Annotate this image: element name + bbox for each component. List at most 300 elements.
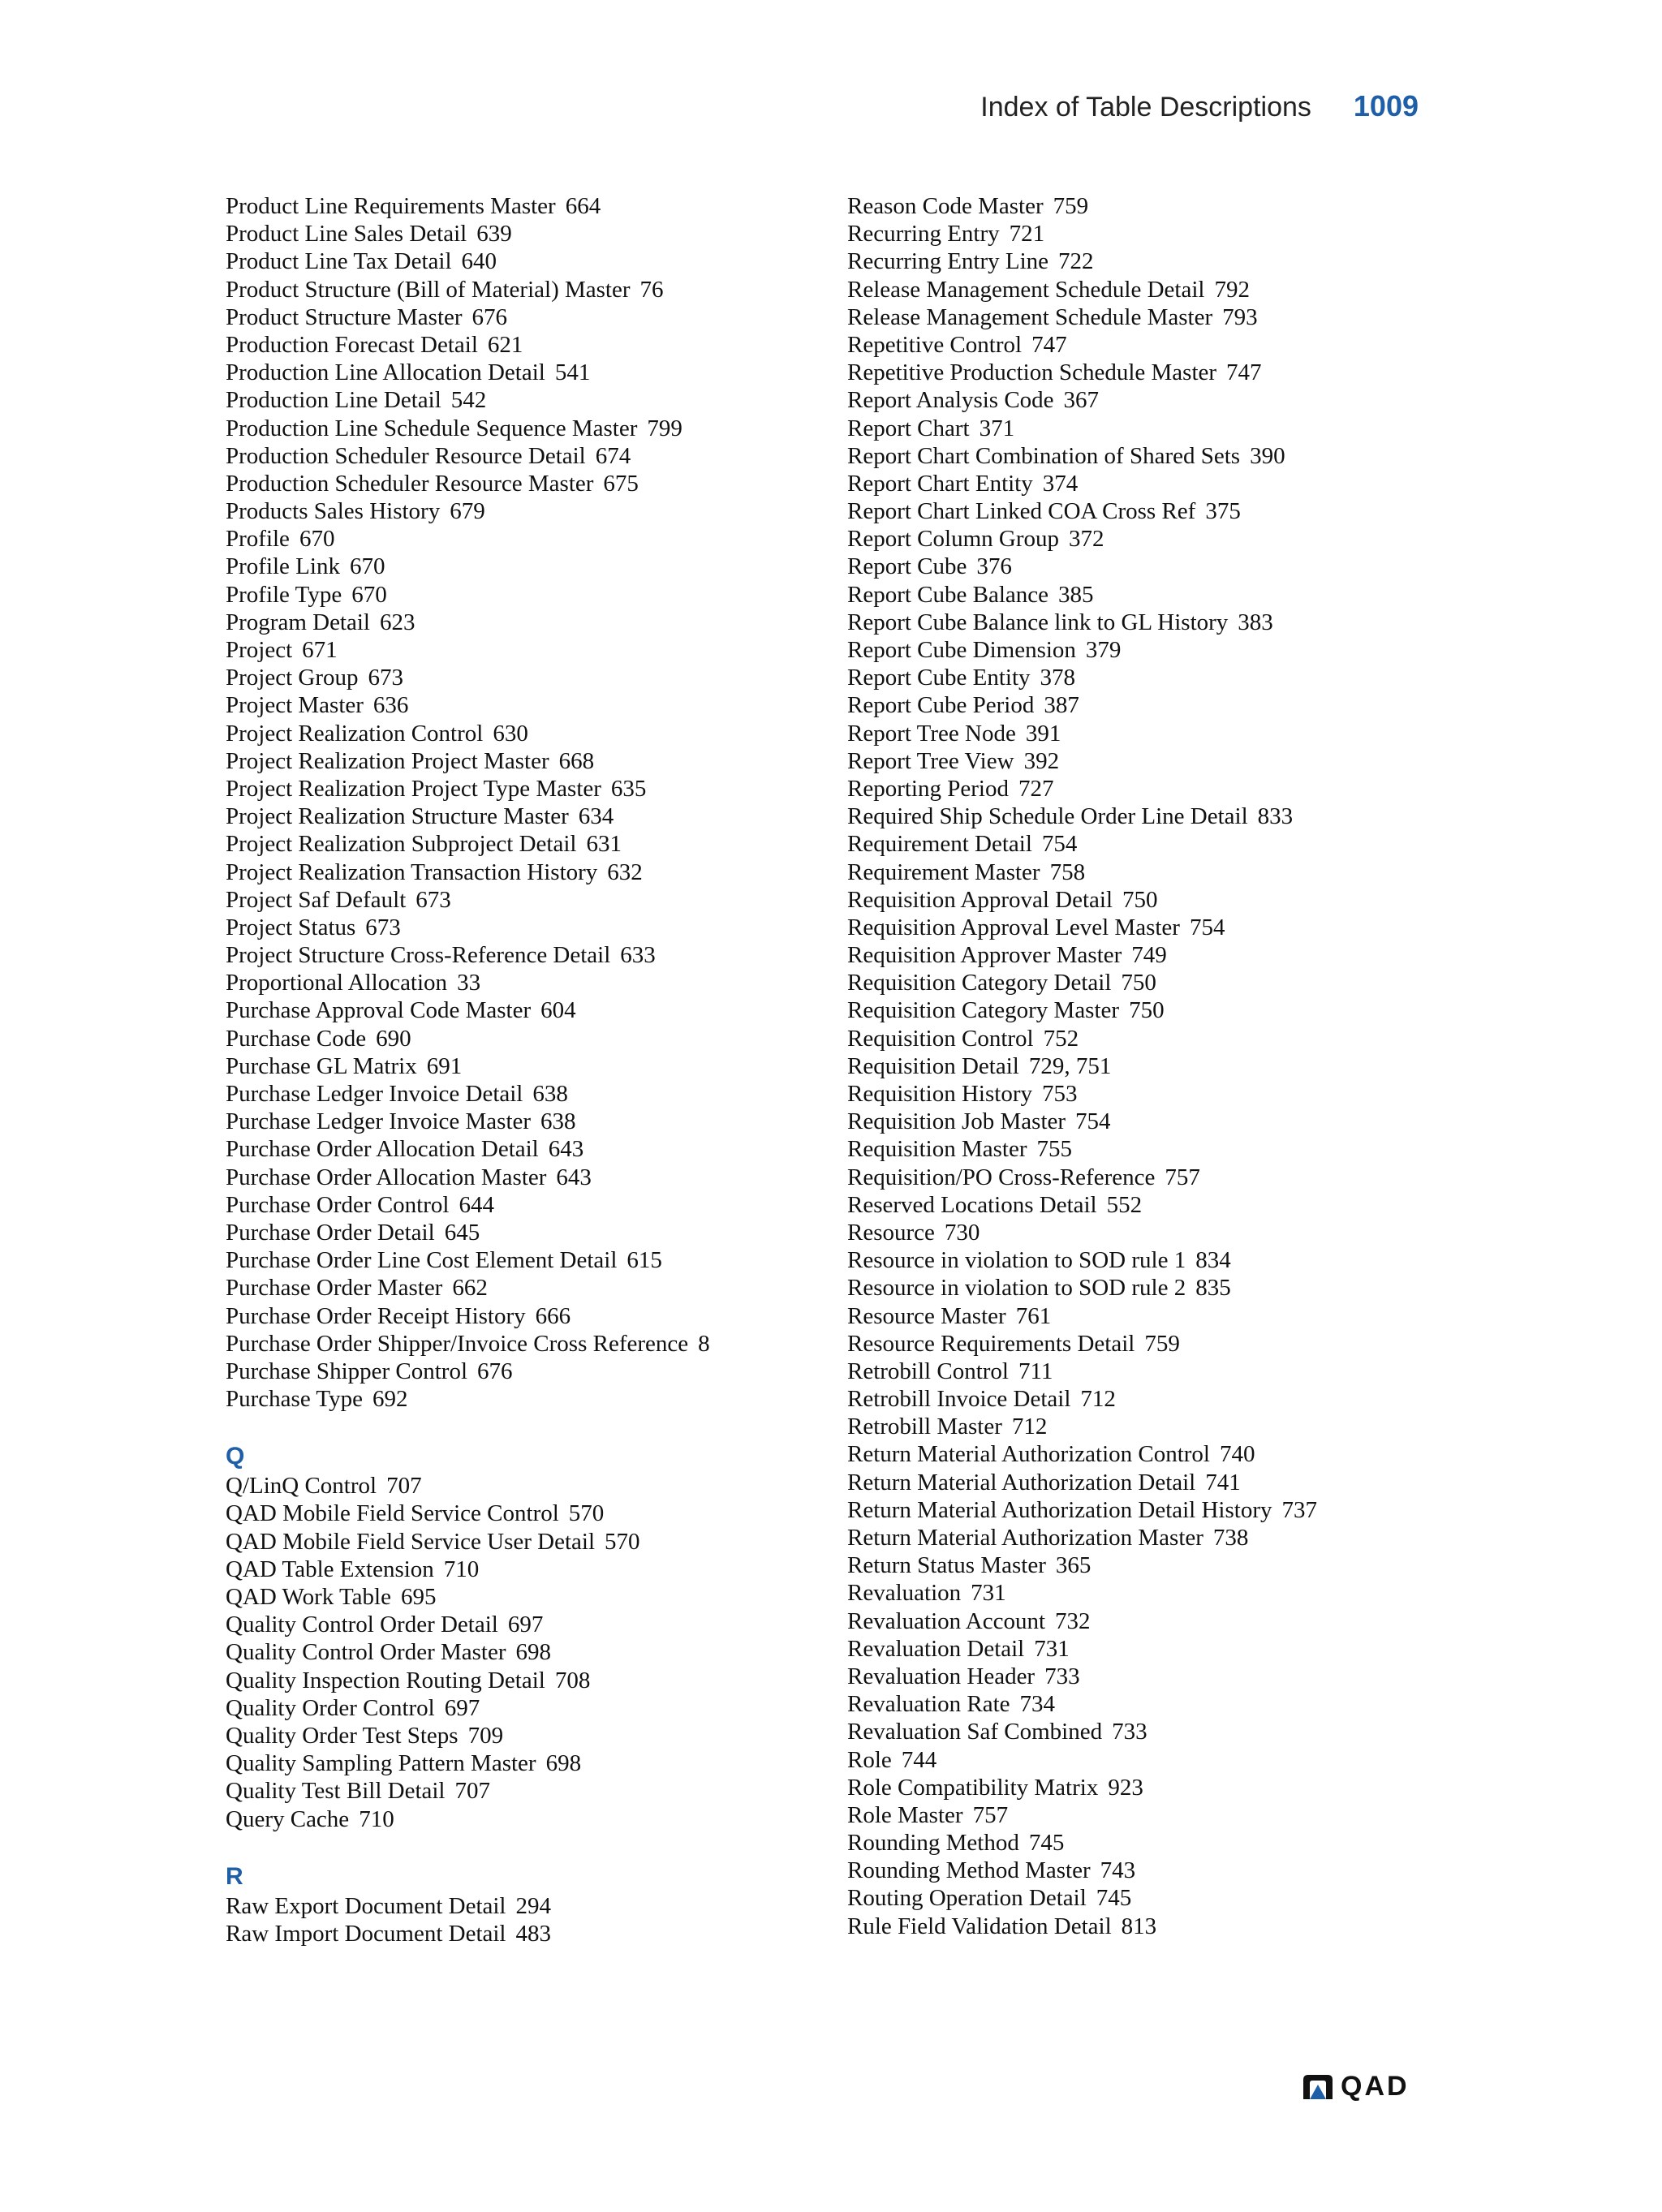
index-entry (847, 830, 1432, 858)
index-entry-page: 761 (1015, 1302, 1052, 1329)
index-entry-name: Purchase Order Control (226, 1191, 450, 1218)
index-entry-page: 750 (1122, 886, 1158, 913)
index-entry-name: Retrobill Invoice Detail (847, 1386, 1071, 1413)
index-entry-name: Required Ship Schedule Order Line Detail (847, 803, 1248, 830)
index-entry-name: Purchase Approval Code Master (226, 997, 532, 1024)
index-entry-page: 813 (1121, 1913, 1157, 1939)
index-entry-page: 722 (1058, 248, 1094, 275)
index-entry-name: Report Cube Period (847, 692, 1035, 719)
index-entry-name: Purchase Type (226, 1386, 363, 1413)
index-entry-page: 621 (487, 331, 523, 358)
index-entry-name: Products Sales History (226, 498, 441, 525)
qad-logo (1302, 2071, 1410, 2102)
index-entry-name: Quality Test Bill Detail (226, 1778, 446, 1805)
index-entry-page: 673 (368, 665, 403, 691)
index-entry-name: Report Chart Combination of Shared Sets (847, 442, 1241, 469)
index-entry-name: Project Status (226, 914, 356, 940)
index-entry-name: Production Line Detail (226, 387, 441, 414)
index-entry (847, 1052, 1432, 1080)
index-entry-name: Requisition Master (847, 1136, 1027, 1163)
index-entry-page: 632 (607, 859, 643, 885)
index-entry (847, 1913, 1432, 1940)
index-entry-name: Quality Control Order Master (226, 1639, 506, 1666)
index-entry (847, 775, 1432, 803)
index-entry (226, 470, 810, 497)
index-entry-name: QAD Mobile Field Service Control (226, 1500, 559, 1527)
index-entry-page: 365 (1055, 1552, 1091, 1579)
index-entry-name: Requirement Master (847, 859, 1040, 885)
index-entry (847, 886, 1432, 914)
index-entry-page: 542 (450, 387, 487, 414)
index-entry-name: Resource Master (847, 1302, 1006, 1329)
index-entry-name: Report Chart (847, 415, 970, 441)
index-entry-page: 750 (1129, 997, 1165, 1024)
index-entry-name: Role Master (847, 1801, 963, 1828)
index-column-right (847, 192, 1432, 1940)
index-entry-name: Project Realization Transaction History (226, 859, 598, 885)
index-entry (847, 1330, 1432, 1358)
index-entry-name: Report Cube (847, 553, 967, 580)
index-entry-page: 638 (540, 1108, 576, 1135)
index-entry (847, 581, 1432, 609)
index-entry (226, 1385, 810, 1413)
index-entry-page: 679 (450, 498, 485, 525)
index-entry-page: 670 (299, 526, 335, 553)
index-entry-page: 631 (586, 831, 622, 858)
index-entry-name: Project Realization Control (226, 720, 484, 747)
index-entry-name: Purchase Order Allocation Master (226, 1164, 547, 1190)
index-entry-name: Revaluation (847, 1580, 962, 1607)
index-entry-name: Raw Export Document Detail (226, 1892, 506, 1919)
index-entry (847, 192, 1432, 220)
index-entry (226, 775, 810, 803)
index-entry (847, 1690, 1432, 1718)
index-entry (847, 691, 1432, 719)
index-entry-name: Retrobill Control (847, 1358, 1009, 1384)
qad-logo-icon (1302, 2073, 1334, 2101)
index-entry-page: 33 (457, 970, 481, 996)
index-entry-page: 375 (1205, 498, 1241, 525)
index-entry-page: 721 (1009, 221, 1045, 247)
index-entry-name: Return Material Authorization Control (847, 1441, 1210, 1468)
index-entry (226, 303, 810, 331)
index-entry (847, 1663, 1432, 1690)
index-entry (226, 1528, 810, 1556)
index-entry-name: Quality Control Order Detail (226, 1612, 498, 1638)
index-entry-page: 698 (545, 1750, 582, 1777)
index-entry-name: Profile Type (226, 581, 342, 608)
index-entry (226, 941, 810, 969)
index-entry-page: 692 (372, 1386, 408, 1413)
index-entry-page: 757 (972, 1801, 1009, 1828)
index-entry (847, 1801, 1432, 1829)
page-title: Index of Table Descriptions (980, 92, 1311, 123)
index-entry-page: 670 (349, 553, 385, 580)
index-entry-name: Return Status Master (847, 1552, 1046, 1579)
index-entry-name: Requisition/PO Cross-Reference (847, 1164, 1156, 1190)
index-entry-name: Project Realization Structure Master (226, 803, 569, 830)
index-entry-name: Product Structure Master (226, 303, 463, 330)
index-entry (226, 525, 810, 553)
index-entry-page: 741 (1205, 1469, 1241, 1495)
index-entry-name: Production Scheduler Resource Master (226, 470, 594, 497)
index-entry (226, 220, 810, 247)
index-entry-page: 636 (372, 692, 409, 719)
index-entry-name: Proportional Allocation (226, 970, 448, 996)
index-entry (847, 1025, 1432, 1052)
index-entry (226, 1080, 810, 1108)
index-entry-page: 752 (1043, 1025, 1079, 1052)
index-entry-page: 8 (698, 1330, 710, 1357)
index-entry-name: Report Cube Balance (847, 581, 1049, 608)
index-entry-name: Production Line Schedule Sequence Master (226, 415, 638, 441)
index-entry (226, 720, 810, 747)
index-entry-name: Rounding Method (847, 1830, 1019, 1857)
index-entry-name: Quality Inspection Routing Detail (226, 1667, 545, 1693)
index-entry-page: 615 (626, 1247, 662, 1274)
index-entry (847, 1469, 1432, 1496)
index-entry-name: Report Cube Entity (847, 665, 1031, 691)
index-entry-name: Revaluation Saf Combined (847, 1719, 1103, 1745)
index-entry-page: 387 (1044, 692, 1079, 719)
index-entry-page: 731 (1034, 1635, 1070, 1662)
page-header (980, 89, 1419, 123)
index-entry-name: Purchase Order Shipper/Invoice Cross Reference (226, 1330, 689, 1357)
index-entry-page: 640 (461, 248, 497, 275)
index-entry-name: Purchase Order Line Cost Element Detail (226, 1247, 618, 1274)
index-entry-page: 674 (595, 442, 631, 469)
index-entry-name: Production Line Allocation Detail (226, 359, 545, 386)
index-section-letter: R (226, 1862, 243, 1890)
index-entry-name: Purchase Code (226, 1025, 367, 1052)
index-entry (847, 1607, 1432, 1635)
index-entry-page: 792 (1214, 276, 1250, 303)
index-entry-page: 378 (1040, 665, 1076, 691)
index-column-left (226, 192, 810, 1947)
index-entry (226, 1805, 810, 1833)
index-entry-page: 732 (1055, 1607, 1091, 1634)
index-entry (226, 1500, 810, 1527)
index-entry (847, 996, 1432, 1024)
index-entry-name: Retrobill Master (847, 1414, 1002, 1440)
index-entry-name: QAD Table Extension (226, 1556, 434, 1582)
index-entry (847, 609, 1432, 636)
index-entry-page: 633 (620, 942, 656, 969)
index-entry-name: Raw Import Document Detail (226, 1920, 506, 1947)
index-entry-page: 666 (535, 1302, 571, 1329)
index-entry-name: Routing Operation Detail (847, 1885, 1087, 1912)
index-entry-page: 673 (365, 914, 401, 940)
index-entry-page: 747 (1226, 359, 1262, 386)
index-entry-name: Project Realization Project Type Master (226, 775, 601, 802)
index-entry-name: Revaluation Header (847, 1663, 1036, 1689)
index-entry-page: 372 (1069, 526, 1104, 553)
index-entry (226, 247, 810, 275)
index-entry-name: Purchase Order Receipt History (226, 1302, 526, 1329)
index-entry-name: Return Material Authorization Detail (847, 1469, 1196, 1495)
index-entry-page: 709 (467, 1722, 504, 1749)
index-entry-page: 391 (1025, 720, 1061, 747)
index-entry-name: Release Management Schedule Detail (847, 276, 1205, 303)
index-entry (847, 1274, 1432, 1302)
index-entry (847, 859, 1432, 886)
index-entry-name: Purchase Order Master (226, 1275, 443, 1302)
index-entry-page: 690 (376, 1025, 411, 1052)
index-entry (226, 1164, 810, 1191)
index-entry-page: 676 (477, 1358, 513, 1384)
index-entry (226, 886, 810, 914)
index-entry-name: Report Analysis Code (847, 387, 1054, 414)
index-entry (847, 1164, 1432, 1191)
index-entry-name: Project Structure Cross-Reference Detail (226, 942, 611, 969)
index-entry (847, 442, 1432, 470)
index-entry-page: 707 (454, 1778, 490, 1805)
index-entry-name: Profile Link (226, 553, 340, 580)
index-entry-name: Project Realization Project Master (226, 747, 549, 774)
index-entry-page: 390 (1250, 442, 1285, 469)
index-entry (847, 664, 1432, 691)
index-entry-page: 604 (540, 997, 576, 1024)
index-entry (847, 636, 1432, 664)
index-entry (847, 1635, 1432, 1663)
index-entry (847, 1219, 1432, 1246)
index-entry (847, 1746, 1432, 1774)
index-entry-page: 644 (459, 1191, 494, 1218)
index-entry (847, 1579, 1432, 1607)
index-entry-name: Profile (226, 526, 290, 553)
index-entry (847, 470, 1432, 497)
index-entry-page: 671 (302, 637, 338, 663)
index-entry (847, 553, 1432, 580)
index-entry-page: 923 (1108, 1774, 1143, 1801)
index-entry-page: 733 (1044, 1663, 1080, 1689)
index-entry (847, 1108, 1432, 1135)
index-entry-page: 747 (1031, 331, 1067, 358)
index-entry (847, 1857, 1432, 1884)
index-entry-page: 731 (971, 1580, 1006, 1607)
qad-logo-text: QAD (1341, 2071, 1410, 2102)
index-entry (847, 303, 1432, 331)
index-entry-name: Requisition Control (847, 1025, 1034, 1052)
index-entry-page: 541 (554, 359, 591, 386)
index-entry-name: Recurring Entry (847, 221, 1000, 247)
index-entry (847, 1524, 1432, 1551)
index-entry-name: Report Chart Linked COA Cross Ref (847, 498, 1196, 525)
index-entry-page: 707 (386, 1473, 422, 1500)
index-entry-page: 711 (1018, 1358, 1053, 1384)
index-entry (226, 1638, 810, 1666)
index-entry (226, 1920, 810, 1947)
index-entry-page: 755 (1036, 1136, 1073, 1163)
index-entry-name: Product Line Tax Detail (226, 248, 452, 275)
index-entry-page: 754 (1041, 831, 1078, 858)
index-entry-name: Product Structure (Bill of Material) Master (226, 276, 631, 303)
index-entry-page: 733 (1112, 1719, 1147, 1745)
index-entry (226, 803, 810, 830)
index-entry (226, 636, 810, 664)
index-entry (847, 525, 1432, 553)
index-entry-name: Product Line Sales Detail (226, 221, 467, 247)
index-entry-name: Release Management Schedule Master (847, 303, 1213, 330)
index-entry (847, 1358, 1432, 1385)
index-entry (226, 1052, 810, 1080)
index-entry-name: Role Compatibility Matrix (847, 1774, 1099, 1801)
index-entry-name: Requisition Approver Master (847, 942, 1122, 969)
index-entry-name: Quality Sampling Pattern Master (226, 1750, 536, 1777)
index-entry-name: Product Line Requirements Master (226, 193, 556, 219)
index-entry-page: 570 (605, 1528, 640, 1555)
index-entry-name: Requisition Category Detail (847, 970, 1112, 996)
index-entry-page: 630 (493, 720, 528, 747)
index-entry-name: Rule Field Validation Detail (847, 1913, 1112, 1939)
index-entry (226, 1472, 810, 1500)
index-entry-name: Program Detail (226, 609, 370, 635)
index-entry (847, 1385, 1432, 1413)
index-entry-page: 710 (443, 1556, 480, 1582)
index-entry-page: 740 (1220, 1441, 1255, 1468)
index-entry (847, 1774, 1432, 1801)
index-entry-name: Project Realization Subproject Detail (226, 831, 577, 858)
index-entry-name: Purchase Order Detail (226, 1219, 435, 1246)
index-entry (847, 720, 1432, 747)
index-entry-name: Role (847, 1746, 892, 1773)
index-entry (847, 1718, 1432, 1745)
index-entry-page: 673 (416, 886, 451, 913)
index-entry (226, 1330, 810, 1358)
index-entry-page: 729, 751 (1028, 1052, 1112, 1079)
index-entry-page: 743 (1100, 1857, 1136, 1884)
index-entry (847, 747, 1432, 775)
index-entry-page: 759 (1053, 193, 1089, 219)
index-entry-page: 385 (1058, 581, 1094, 608)
index-entry-page: 745 (1096, 1885, 1132, 1912)
index-entry-name: Report Cube Dimension (847, 637, 1076, 663)
index-entry (226, 276, 810, 303)
index-entry (226, 1722, 810, 1749)
index-entry-page: 749 (1131, 942, 1167, 969)
index-entry (226, 581, 810, 609)
index-entry (226, 1025, 810, 1052)
index-entry-page: 745 (1028, 1830, 1065, 1857)
index-entry-page: 379 (1085, 637, 1122, 663)
index-entry (226, 1611, 810, 1638)
index-entry (226, 830, 810, 858)
index-entry-name: Quality Order Test Steps (226, 1722, 459, 1749)
index-entry-page: 643 (548, 1136, 584, 1163)
index-entry-page: 643 (556, 1164, 592, 1190)
index-entry-name: Rounding Method Master (847, 1857, 1091, 1884)
index-entry-name: Project Master (226, 692, 364, 719)
index-entry (226, 996, 810, 1024)
index-entry-page: 675 (603, 470, 639, 497)
index-entry-name: Repetitive Production Schedule Master (847, 359, 1217, 386)
index-entry-page: 712 (1011, 1414, 1048, 1440)
index-entry-name: Resource in violation to SOD rule 1 (847, 1247, 1186, 1274)
index-entry-name: Requisition Detail (847, 1052, 1019, 1079)
index-entry (226, 415, 810, 442)
index-entry-name: Report Tree View (847, 747, 1014, 774)
index-entry-name: Production Forecast Detail (226, 331, 478, 358)
index-entry-page: 697 (444, 1694, 480, 1721)
index-entry-name: Recurring Entry Line (847, 248, 1049, 275)
index-entry-name: Purchase GL Matrix (226, 1052, 417, 1079)
index-section-letter: Q (226, 1443, 245, 1470)
index-entry-name: Q/LinQ Control (226, 1473, 377, 1500)
index-entry (847, 914, 1432, 941)
index-entry (847, 803, 1432, 830)
index-entry-page: 695 (400, 1584, 437, 1610)
index-entry (847, 1884, 1432, 1912)
index-entry (226, 1892, 810, 1920)
index-entry (226, 1749, 810, 1777)
index-entry-name: Report Chart Entity (847, 470, 1033, 497)
index-entry-page: 383 (1238, 609, 1273, 635)
index-entry-page: 570 (568, 1500, 605, 1527)
index-entry-name: Requisition History (847, 1081, 1032, 1107)
index-entry-name: Return Material Authorization Detail History (847, 1496, 1272, 1523)
index-entry (847, 386, 1432, 414)
index-entry-page: 833 (1257, 803, 1294, 830)
index-entry-page: 799 (647, 415, 682, 441)
index-entry (226, 359, 810, 386)
index-entry-page: 698 (515, 1639, 552, 1666)
index-entry (847, 1829, 1432, 1857)
index-entry-name: Repetitive Control (847, 331, 1023, 358)
index-entry (226, 1667, 810, 1694)
index-entry-name: Quality Order Control (226, 1694, 435, 1721)
index-entry-page: 744 (901, 1746, 937, 1773)
index-entry (226, 553, 810, 580)
index-entry-name: Report Column Group (847, 526, 1059, 553)
index-entry-name: Resource in violation to SOD rule 2 (847, 1275, 1186, 1302)
index-entry-page: 727 (1018, 775, 1054, 802)
index-entry-page: 754 (1075, 1108, 1111, 1135)
index-entry-page: 662 (452, 1275, 488, 1302)
index-entry (847, 1191, 1432, 1219)
index-entry-name: Purchase Ledger Invoice Master (226, 1108, 532, 1135)
index-entry-page: 371 (979, 415, 1015, 441)
index-entry-page: 759 (1144, 1330, 1180, 1357)
index-entry-name: Reporting Period (847, 775, 1009, 802)
index-entry (226, 1556, 810, 1583)
index-entry (226, 1274, 810, 1302)
index-entry-name: Requirement Detail (847, 831, 1032, 858)
index-entry-name: Revaluation Detail (847, 1635, 1025, 1662)
index-entry (226, 1219, 810, 1246)
index-entry-name: Reserved Locations Detail (847, 1191, 1097, 1218)
index-entry-name: Revaluation Rate (847, 1691, 1010, 1718)
index-entry-name: Project Saf Default (226, 886, 407, 913)
index-entry (226, 1358, 810, 1385)
index-entry-name: Requisition Job Master (847, 1108, 1066, 1135)
index-entry-page: 676 (471, 303, 508, 330)
page-number: 1009 (1353, 89, 1419, 123)
index-entry-page: 668 (558, 747, 595, 774)
index-entry (226, 442, 810, 470)
index-entry (226, 1583, 810, 1611)
index-entry-page: 793 (1222, 303, 1258, 330)
index-entry-page: 757 (1165, 1164, 1200, 1190)
index-entry-name: Resource Requirements Detail (847, 1330, 1135, 1357)
index-entry-name: Requisition Category Master (847, 997, 1120, 1024)
index-entry (226, 859, 810, 886)
index-entry (847, 1496, 1432, 1524)
index-entry (847, 1080, 1432, 1108)
index-entry (226, 747, 810, 775)
index-entry-page: 734 (1019, 1691, 1056, 1718)
index-entry-name: Project (226, 637, 293, 663)
index-entry (226, 331, 810, 359)
